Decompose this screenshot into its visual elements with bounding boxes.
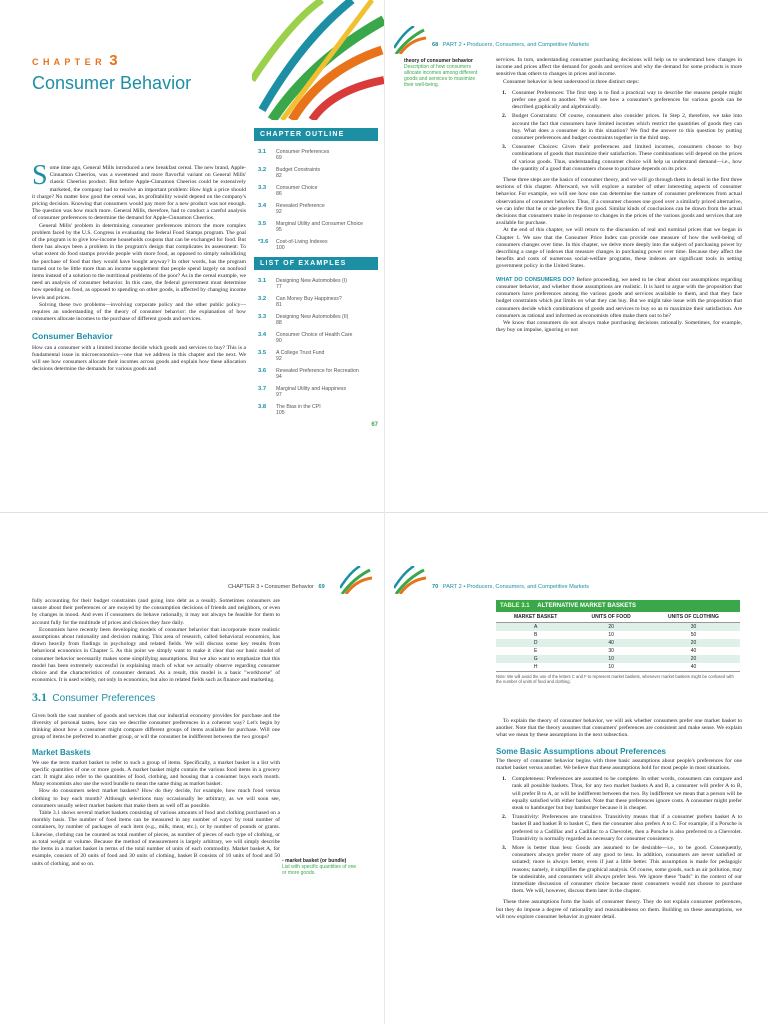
running-head-art bbox=[340, 566, 372, 594]
outline-item[interactable]: 3.5 Marginal Utility and Consumer Choice 95 bbox=[258, 221, 364, 233]
chapter-label: C H A P T E R 3 bbox=[32, 52, 119, 69]
running-head-art bbox=[394, 26, 426, 54]
page-number: 67 bbox=[371, 422, 378, 428]
subsection-heading: Some Basic Assumptions about Preferences bbox=[496, 746, 666, 756]
margin-definition: theory of consumer behavior Description of how consumers allocate incomes among different goods and services to maximize their well-being. bbox=[404, 58, 478, 88]
body-text: fully accounting for their budget constraints (and going into debt as a result). Sometimes consumers are unsure about their preferences or are swayed by the consumption decisions of friends and neighbors, or even by changes in mood. And even if consumers do behave rationally, it may not always be feasible for them to account fully for the multitude of prices and choices they face daily. Economists have recently been developing models of consumer behavior that incorporate more realistic assumptions about rationality and decision making. This area of research, called behavioral economics, has drawn heavily from findings in psychology and related fields. We will discuss some key results from behavioral economics in Chapter 5. As this point we simply want to make it clear that our basic model of consumer behavior necessarily makes some simplifying assumptions. But we also want to emphasize that this model has been extremely successful in explaining much of what we actually observe regarding consumer choice and the characteristics of consumer demand. As a result, this model is a basic "workhorse" of economics. It is used widely, not only in economics, but also in related fields such as finance and marketing. 3.1 Consumer Preferences Given both the vast number of goods and services that our industrial economy provides for purchase and the diversity of personal tastes, how can we describe consumer preferences in a coherent way? Let's begin by thinking about how a consumer might compare different groups of items available for purchase. Will one group of items be preferred to another group, or will the consumer be indifferent between the two groups? Market Baskets We use the term market basket to refer to such a group of items. Specifically, a market basket is a list with specific quantities of one or more goods. A market basket might contain the various food items in a grocery cart. It might also refer to the quantities of food, clothing, and housing that a consumer buys each month. Many economists also use the word bundle to mean the same thing as market basket. How do consumers select market baskets? How do they decide, for example, how much food versus clothing to buy each month? Although selections may occasionally be arbitrary, as we will soon see, consumers usually select market baskets that make them as well off as possible. Table 3.1 shows several market baskets consisting of various amounts of food and clothing purchased on a monthly basis. The number of food items can be measured in any number of ways: by total number of containers, by number of packages of each item (e.g., milk, meat, etc.), or by number of pounds or grams. Likewise, clothing can be counted as total number of pieces, as number of pieces of each type of clothing, or as total weight or volume. Because the method of measurement is largely arbitrary, we will simply describe the items in a market basket in terms of the total number of units of each commodity. Market basket A, for example, consists of 20 units of food and 30 units of clothing, basket B consists of 10 units of food and 50 units of clothing, and so on. bbox=[32, 598, 280, 867]
outline-item[interactable]: 3.1 Consumer Preferences 69 bbox=[258, 149, 330, 161]
example-item[interactable]: 3.8 The Bias in the CPI 105 bbox=[258, 404, 321, 416]
page-70 bbox=[384, 512, 768, 1024]
page-68 bbox=[384, 0, 768, 512]
step-item: 2. Budget Constraints: Of course, consumers also consider prices. In Step 2, therefore, we take into account the fact that consumers have limited incomes which restrict the quantities of goods they can buy. What does a consumer do in this situation? We find the answer to this question by putting consumer preferences and budget constraints together in the third step. bbox=[502, 113, 742, 142]
example-item[interactable]: 3.7 Marginal Utility and Happiness 97 bbox=[258, 386, 347, 398]
table-row: B 10 50 bbox=[533, 632, 697, 638]
subsection-heading: Market Baskets bbox=[32, 748, 91, 758]
column-header: UNITS OF FOOD bbox=[575, 612, 647, 623]
chapter-cover-art bbox=[252, 0, 384, 120]
market-basket-table bbox=[496, 612, 740, 671]
chapter-number: 3 bbox=[109, 52, 119, 69]
intro-text: Some time ago, General Mills introduced a new breakfast cereal. The new brand, Apple-Cinnamon Cheerios, was a sweetened and more flavorful variant on General Mills' classic Cheerios product. But before Apple-Cinnamon Cheerios could be extensively marketed, the company had to resolve an important problem: How high a price should it charge? No matter how good the cereal was, its profitability would depend on the company's pricing decision. Knowing that consumers would pay more for a new product was not enough. The question was how much more. General Mills, therefore, had to conduct a careful analysis of consumer preferences to determine the demand for Apple-Cinnamon Cheerios. General Mills' problem in determining consumer preferences mirrors the more complex problem faced by the U.S. Congress in evaluating the federal Food Stamps program. The goal of the program is to give low-income households coupons that can be exchanged for food. But there has always been a problem in the program's design that complicates its assessment: To what extent do food stamps provide people with more food, as opposed to simply subsidizing the purchase of food that they would have bought anyway? In other words, has the program turned out to be little more than an income supplement that people spend largely on nonfood items instead of a solution to the nutritional problems of the poor? As in the cereal example, we need an analysis of consumer behavior. In this case, the federal government must determine how spending on food, as opposed to spending on other goods, is affected by changing income levels and prices. Solving these two problems—involving corporate policy and the other public policy—requires an understanding of the theory of consumer behavior: the explanation of how consumers allocate incomes to the purchase of different goods and services. Consumer Behavior How can a consumer with a limited income decide which goods and services to buy? This is a fundamental issue in microeconomics—one that we address in this chapter and the next. We will see how consumers allocate their incomes across goods and explain how these allocation decisions determine the demands for various goods and bbox=[32, 160, 246, 373]
column-header: MARKET BASKET bbox=[496, 612, 575, 623]
step-item: 1. Consumer Preferences: The first step is to find a practical way to describe the reasons people might prefer one good to another. We will see how a consumer's preferences for various goods can be described graphically and algebraically. bbox=[502, 89, 742, 111]
section-heading: Consumer Behavior bbox=[32, 331, 113, 342]
outline-item[interactable]: 3.4 Revealed Preference 92 bbox=[258, 203, 325, 215]
chapter-outline-heading: CHAPTER OUTLINE bbox=[254, 128, 378, 141]
table-row: E 30 40 bbox=[533, 648, 697, 654]
body-text: services. In turn, understanding consumer purchasing decisions will help us to understand how changes in income and prices affect the demand for goods and services and why the demand for some products is more sensitive than others to changes in prices and income. Consumer behavior is best understood in three distinct steps: 1. Consumer Preferences: The first step is to find a practical way to describe the reasons people might prefer one good to another. We will see how a consumer's preferences for various goods can be described graphically and algebraically. 2. Budget Constraints: Of course, consumers also consider prices. In Step 2, therefore, we take into account the fact that consumers have limited incomes which restrict the quantities of goods they can buy. What does a consumer do in this situation? We find the answer to this question by putting consumer preferences and budget constraints together in the third step. 3. Consumer Choices: Given their preferences and limited incomes, consumers choose to buy combinations of goods that maximize their satisfaction. These combinations will depend on the prices of various goods. Thus, understanding consumer choice will help us understand demand—i.e., how the quantity of a good that consumers choose to purchase depends on its price. These three steps are the basics of consumer theory, and we will go through them in detail in the first three sections of this chapter. Afterward, we will explore a number of other interesting aspects of consumer behavior. For example, we will see how one can determine the nature of consumer preferences from actual observations of consumer behavior. Thus, if a consumer chooses one good over a similarly priced alternative, we can infer that he or she prefers the first good. Similar kinds of conclusions can be drawn from the actual decisions that consumers make in response to changes in the prices of the various goods and services that are available for purchase. At the end of this chapter, we will return to the discussion of real and nominal prices that we began in Chapter 1. We saw that the Consumer Price Index can provide one measure of how the well-being of consumers changes over time. In this chapter, we delve more deeply into the subject of purchasing power by describing a range of indexes that measure changes in purchasing power over time. Because they affect the benefits and costs of numerous social-welfare programs, these indexes are significant tools in setting government policy in the United States. WHAT DO CONSUMERS DO? Before proceeding, we need to be clear about our assumptions regarding consumer behavior, and whether those assumptions are realistic. It is hard to argue with the proposition that consumers have preferences among the various goods and services available to them, and that they face budget constraints which put limits on what they can buy. But we might take issue with the proposition that consumers decide which combinations of goods and services to buy so as to maximize their satisfaction. Are consumers as rational and informed as economists often make them out to be? We know that consumers do not always make purchasing decisions rationally. Sometimes, for example, they buy on impulse, ignoring or not bbox=[496, 57, 742, 334]
assumption-item: 3. More is better than less: Goods are assumed to be desirable—i.e., to be good. Consequently, consumers always prefer more of any good to less. In addition, consumers are never satisfied or satiated; more is always better, even if just a little better. This assumption is made for pedagogic reasons; namely, it simplifies the graphical analysis. Of course, some goods, such as air pollution, may be undesirable, and consumers will always prefer less. We ignore these "bads" in the context of our immediate discussion of consumer choice because most consumers would not choose to purchase them. We will, however, discuss them later in the chapter. bbox=[502, 845, 742, 895]
example-item[interactable]: 3.3 Designing New Automobiles (II) 88 bbox=[258, 314, 349, 326]
table-row: H 10 40 bbox=[533, 664, 697, 670]
running-head-art bbox=[394, 566, 426, 594]
example-item[interactable]: 3.4 Consumer Choice of Health Care 90 bbox=[258, 332, 353, 344]
assumption-item: 1. Completeness: Preferences are assumed to be complete. In other words, consumers can compare and rank all possible baskets. Thus, for any two market baskets A and B, a consumer will prefer A to B, will prefer B to A, or will be indifferent between the two. By indifferent we mean that a person will be equally satisfied with either basket. Note that these preferences ignore costs. A consumer might prefer steak to hamburger but buy hamburger because it is cheaper. bbox=[502, 776, 742, 812]
example-item[interactable]: 3.6 Revealed Preference for Recreation 94 bbox=[258, 368, 359, 380]
table-3-1 bbox=[496, 600, 740, 684]
page-69 bbox=[0, 512, 384, 1024]
running-head: 70 PART 2 • Producers, Consumers, and Competitive Markets bbox=[432, 584, 590, 590]
table-row: A 20 30 bbox=[496, 623, 740, 632]
table-row: G 10 20 bbox=[496, 655, 740, 663]
body-text: To explain the theory of consumer behavior, we will ask whether consumers prefer one market basket to another. Note that the theory assumes that consumers' preferences are consistent and make sense. We explain what we mean by these assumptions in the next subsection. Some Basic Assumptions about Preferences The theory of consumer behavior begins with three basic assumptions about people's preferences for one market basket versus another. We believe that these assumptions hold for most people in most situations. 1. Completeness: Preferences are assumed to be complete. In other words, consumers can compare and rank all possible baskets. Thus, for any two market baskets A and B, a consumer will prefer A to B, will prefer B to A, or will be indifferent between the two. By indifferent we mean that a person will be equally satisfied with either basket. Note that these preferences ignore costs. A consumer might prefer steak to hamburger but buy hamburger because it is cheaper. 2. Transitivity: Preferences are transitive. Transitivity means that if a consumer prefers basket A to basket B and basket B to basket C, then the consumer also prefers A to C. For example, if a Porsche is preferred to a Cadillac and a Cadillac to a Chevrolet, then a Porsche is also preferred to a Chevrolet. Transitivity is normally regarded as necessary for consumer consistency. 3. More is better than less: Goods are assumed to be desirable—i.e., to be good. Consequently, consumers always prefer more of any good to less. In addition, consumers are never satisfied or satiated; more is always better, even if just a little better. This assumption is made for pedagogic reasons; namely, it simplifies the graphical analysis. Of course, some goods, such as air pollution, may be undesirable, and consumers will always prefer less. We ignore these "bads" in the context of our immediate discussion of consumer choice because most consumers would not choose to purchase them. We will, however, discuss them later in the chapter. These three assumptions form the basis of consumer theory. They do not explain consumer preferences, but they do impose a degree of rationality and reasonableness on them. Building on these assumptions, we will now explore consumer behavior in greater detail. bbox=[496, 718, 742, 920]
chapter-title: Consumer Behavior bbox=[32, 73, 192, 93]
table-note: Note: We will avoid the use of the letters C and F to represent market baskets, whenever market baskets might be confused with the number of units of food and clothing. bbox=[496, 671, 740, 684]
margin-definition: • market basket (or bundle) List with specific quantities of one or more goods. bbox=[282, 858, 357, 876]
outline-item[interactable]: 3.2 Budget Constraints 82 bbox=[258, 167, 321, 179]
outline-item[interactable]: *3.6 Cost-of-Living Indexes 100 bbox=[258, 239, 328, 251]
example-item[interactable]: 3.2 Can Money Buy Happiness? 81 bbox=[258, 296, 342, 308]
subheading: WHAT DO CONSUMERS DO? bbox=[496, 276, 575, 283]
page-67 bbox=[0, 0, 384, 512]
section-heading: 3.1 Consumer Preferences bbox=[32, 690, 156, 705]
column-header: UNITS OF CLOTHING bbox=[647, 612, 740, 623]
assumption-item: 2. Transitivity: Preferences are transitive. Transitivity means that if a consumer prefers basket A to basket B and basket B to basket C, then the consumer also prefers A to C. For example, if a Porsche is preferred to a Cadillac and a Cadillac to a Chevrolet, then a Porsche is also preferred to a Chevrolet. Transitivity is normally regarded as necessary for consumer consistency. bbox=[502, 814, 742, 842]
running-head: CHAPTER 3 • Consumer Behavior 69 bbox=[228, 584, 325, 590]
table-row: D 40 20 bbox=[496, 639, 740, 647]
outline-item[interactable]: 3.3 Consumer Choice 86 bbox=[258, 185, 318, 197]
example-item[interactable]: 3.1 Designing New Automobiles (I) 77 bbox=[258, 278, 347, 290]
running-head: 68 PART 2 • Producers, Consumers, and Competitive Markets bbox=[432, 42, 590, 48]
examples-heading: LIST OF EXAMPLES bbox=[254, 257, 378, 270]
step-item: 3. Consumer Choices: Given their preferences and limited incomes, consumers choose to buy combinations of goods that maximize their satisfaction. These combinations will depend on the prices of various goods. Thus, understanding consumer choice will help us understand demand—i.e., how the quantity of a good that consumers choose to purchase depends on its price. bbox=[502, 144, 742, 172]
table-title-bar: TABLE 3.1 ALTERNATIVE MARKET BASKETS bbox=[496, 600, 740, 612]
example-item[interactable]: 3.5 A College Trust Fund 92 bbox=[258, 350, 325, 362]
chapter-outline bbox=[254, 128, 378, 428]
drop-cap: S bbox=[32, 160, 48, 191]
